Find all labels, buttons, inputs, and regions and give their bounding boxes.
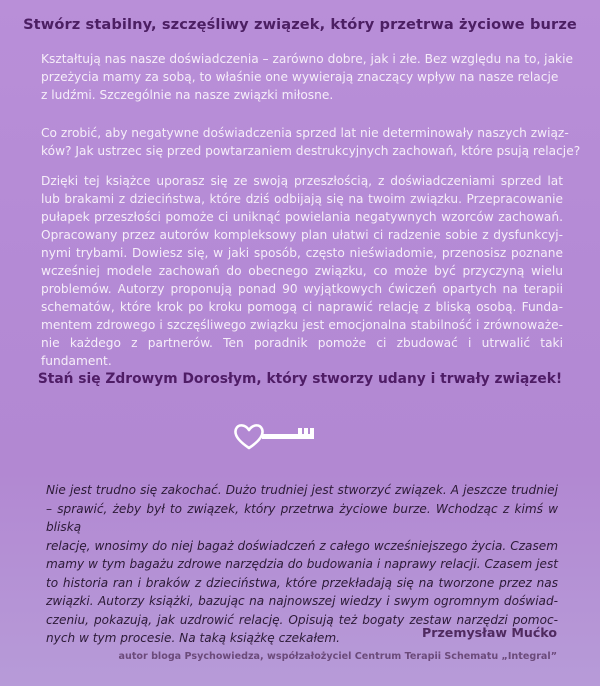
question-line: Co zrobić, aby negatywne doświadczenia sprzed lat nie determinowały naszych związ-	[41, 126, 569, 140]
cover-heading: Stwórz stabilny, szczęśliwy związek, który przetrwa życiowe burze	[23, 16, 577, 33]
description-line: problemów. Autorzy proponują ponad 90 wyjątkowych ćwiczeń opartych na terapii	[41, 282, 563, 296]
quote-author: Przemysław Mućko	[422, 625, 557, 640]
intro-line: Kształtują nas nasze doświadczenia – zarówno dobre, jak i złe. Bez względu na to, jakie	[41, 52, 573, 66]
question-line: ków? Jak ustrzec się przed powtarzaniem destrukcyjnych zachowań, które psują relacje?	[41, 144, 581, 158]
description-line: pułapek przeszłości pomoże ci uniknąć powielania negatywnych wzorców zachowań.	[41, 210, 563, 224]
description-line: nie każdego z partnerów. Ten poradnik pomoże ci zbudować i utrwalić taki fundament.	[41, 336, 563, 368]
quote-line: – sprawić, żeby był to związek, który przetrwa życiowe burze. Wchodząc z kimś w bliską	[46, 501, 558, 534]
description-paragraph	[41, 172, 563, 370]
description-line: Dzięki tej książce uporasz się ze swoją przeszłością, z doświadczeniami sprzed lat	[41, 174, 563, 188]
quote-line: Nie jest trudno się zakochać. Dużo trudniej jest stworzyć związek. A jeszcze trudniej	[46, 483, 558, 497]
quote-line: nych w tym procesie. Na taką książkę czekałem.	[46, 631, 340, 645]
quote-line: relację, wnosimy do niej bagaż doświadczeń z całego wcześniejszego życia. Czasem	[46, 538, 558, 553]
question-paragraph	[41, 124, 581, 160]
quote-line: związki. Autorzy książki, bazując na najnowszej wiedzy i swym ogromnym doświad-	[46, 594, 558, 608]
intro-line: z ludźmi. Szczególnie na nasze związki miłosne.	[41, 88, 334, 102]
intro-paragraph	[41, 50, 573, 104]
quote-line: czeniu, pokazują, jak uzdrowić relację. Opisują też bogaty zestaw narzędzi pomoc-	[46, 612, 558, 627]
heart-key-icon	[232, 420, 318, 454]
quote-author-description: autor bloga Psychowiedza, współzałożyciel Centrum Terapii Schematu „Integral”	[118, 651, 557, 662]
description-line: wcześniej modele zachowań do obecnego związku, co może być przyczyną wielu	[41, 264, 563, 278]
endorsement-quote	[46, 481, 558, 648]
intro-line: przeżycia mamy za sobą, to właśnie one wywierają znaczący wpływ na nasze relacje	[41, 70, 559, 84]
description-line: Opracowany przez autorów kompleksowy plan ułatwi ci radzenie sobie z dysfunkcyj-	[41, 228, 563, 242]
quote-line: to historia ran i braków z dzieciństwa, które przekładają się na tworzone przez nas	[46, 575, 558, 590]
quote-line: mamy w tym bagażu zdrowe narzędzia do budowania i naprawy relacji. Czasem jest	[46, 557, 558, 571]
cover-tagline: Stań się Zdrowym Dorosłym, który stworzy udany i trwały związek!	[37, 371, 563, 387]
description-line: mentem zdrowego i szczęśliwego związku jest emocjonalna stabilność i zrównoważe-	[41, 318, 563, 332]
description-line: nymi trybami. Dowiesz się, w jaki sposób, często nieświadomie, przenosisz poznane	[41, 246, 563, 260]
description-line: schematów, które krok po kroku pomogą ci naprawić relację z bliską osobą. Funda-	[41, 300, 563, 314]
description-line: lub brakami z dzieciństwa, które dziś odbijają się na twoim związku. Przepracowanie	[41, 192, 563, 206]
